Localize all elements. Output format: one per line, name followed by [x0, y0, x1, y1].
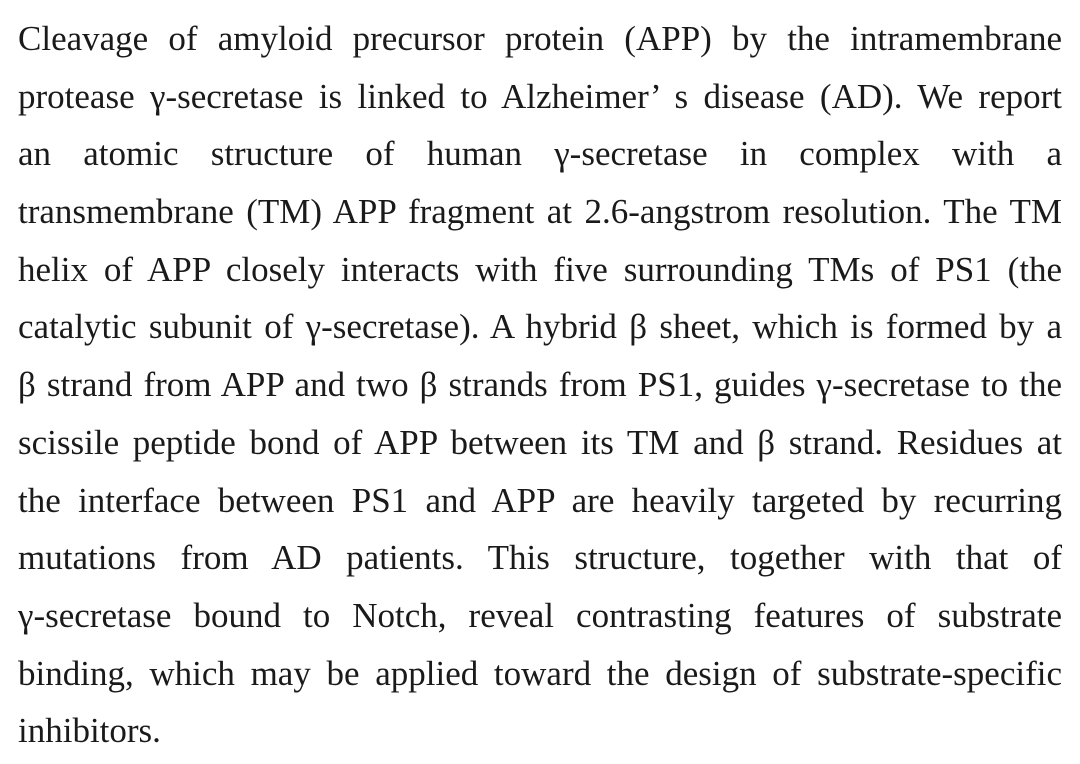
abstract-line: γ-secretase bound to Notch, reveal contrasting features of substrate	[18, 595, 1062, 635]
abstract-line: catalytic subunit of γ-secretase). A hybrid β sheet, which is formed by a	[18, 307, 1062, 347]
abstract-line: protease γ-secretase is linked to Alzheimer’ s disease (AD). We report	[18, 76, 1062, 116]
abstract-line: Cleavage of amyloid precursor protein (APP) by the intramembrane	[18, 19, 1062, 58]
abstract-line: transmembrane (TM) APP fragment at 2.6-angstrom resolution. The TM	[18, 192, 1062, 232]
abstract-line: an atomic structure of human γ-secretase in complex with a	[18, 134, 1062, 174]
abstract-line: binding, which may be applied toward the design of substrate-specific	[18, 653, 1062, 693]
abstract-line: mutations from AD patients. This structure, together with that of	[18, 538, 1062, 578]
abstract-line: β strand from APP and two β strands from PS1, guides γ-secretase to the	[18, 365, 1062, 405]
abstract-line: the interface between PS1 and APP are heavily targeted by recurring	[18, 480, 1062, 520]
abstract-line: scissile peptide bond of APP between its TM and β strand. Residues at	[18, 422, 1062, 462]
abstract-paragraph	[18, 10, 1062, 760]
abstract-line: inhibitors.	[18, 711, 161, 751]
abstract-line: helix of APP closely interacts with five surrounding TMs of PS1 (the	[18, 249, 1062, 289]
